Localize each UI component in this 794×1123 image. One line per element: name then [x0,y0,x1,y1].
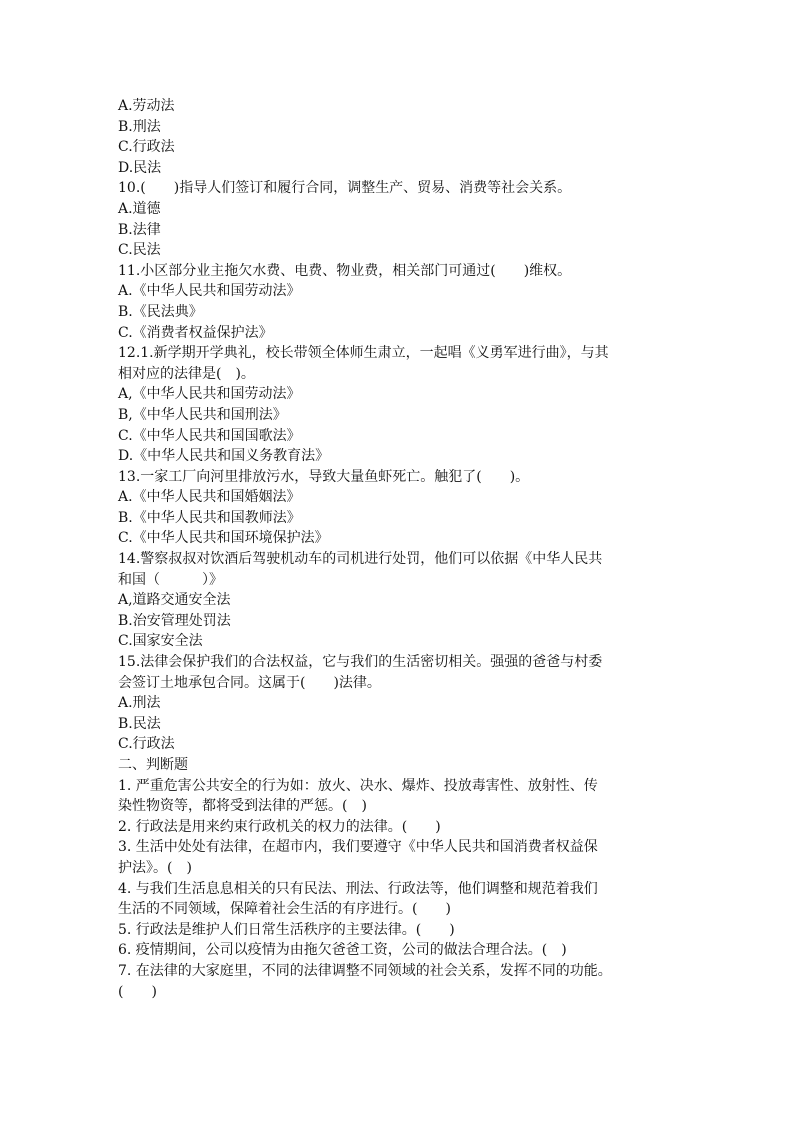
tf-question-4-line-1: 4. 与我们生活息息相关的只有民法、刑法、行政法等，他们调整和规范着我们 [118,880,598,897]
tf-question-4-line-2: 生活的不同领域，保障着社会生活的有序进行。( ) [118,901,451,918]
q10-option-b: B.法律 [118,221,161,238]
tf-question-1-line-2: 染性物资等，都将受到法律的严惩。( ) [118,798,367,815]
q13-option-a: A.《中华人民共和国婚姻法》 [118,489,301,506]
q11-option-a: A.《中华人民共和国劳动法》 [118,283,301,300]
q14-option-c: C.国家安全法 [118,633,203,650]
q12-option-a: A,《中华人民共和国劳动法》 [118,386,301,403]
section-heading-true-false: 二、判断题 [118,757,188,773]
q15-option-c: C.行政法 [118,736,175,753]
q14-option-b: B.治安管理处罚法 [118,612,231,629]
question-12-line-2: 相对应的法律是( )。 [118,365,255,382]
question-11: 11.小区部分业主拖欠水费、电费、物业费，相关部门可通过( )维权。 [118,262,572,279]
option-a-labor-law: A.劳动法 [118,98,175,114]
q15-option-b: B.民法 [118,715,161,732]
question-15-line-2: 会签订土地承包合同。这属于( )法律。 [118,674,381,691]
tf-question-7-line-1: 7. 在法律的大家庭里，不同的法律调整不同领域的社会关系，发挥不同的功能。 [118,962,612,979]
q13-option-b: B.《中华人民共和国教师法》 [118,509,301,526]
question-13: 13.一家工厂向河里排放污水，导致大量鱼虾死亡。触犯了( )。 [118,468,530,485]
q13-option-c: C.《中华人民共和国环境保护法》 [118,530,329,547]
question-10: 10.( )指导人们签订和履行合同，调整生产、贸易、消费等社会关系。 [118,180,572,197]
q14-option-a: A,道路交通安全法 [118,592,231,609]
q15-option-a: A.刑法 [118,695,161,712]
tf-question-3-line-1: 3. 生活中处处有法律，在超市内，我们要遵守《中华人民共和国消费者权益保 [118,839,598,856]
q11-option-b: B.《民法典》 [118,303,203,320]
q10-option-a: A.道德 [118,200,161,217]
q12-option-c: C.《中华人民共和国国歌法》 [118,427,301,444]
tf-question-5: 5. 行政法是维护人们日常生活秩序的主要法律。( ) [118,921,455,938]
tf-question-2: 2. 行政法是用来约束行政机关的权力的法律。( ) [118,818,441,835]
document-page [118,96,678,1002]
q12-option-b: B,《中华人民共和国刑法》 [118,406,287,423]
question-15-line-1: 15.法律会保护我们的合法权益，它与我们的生活密切相关。强强的爸爸与村委 [118,654,603,671]
tf-question-6: 6. 疫情期间，公司以疫情为由拖欠爸爸工资，公司的做法合理合法。( ) [118,942,567,959]
q10-option-c: C.民法 [118,242,161,259]
option-d-civil-law: D.民法 [118,159,162,176]
q12-option-d: D.《中华人民共和国义务教育法》 [118,448,330,465]
question-12-line-1: 12.1.新学期开学典礼，校长带领全体师生肃立，一起唱《义勇军进行曲》，与其 [118,345,609,362]
tf-question-7-line-2: ( ) [118,983,157,1000]
question-14-line-1: 14.警察叔叔对饮酒后驾驶机动车的司机进行处罚，他们可以依据《中华人民共 [118,551,603,568]
tf-question-3-line-2: 护法》。( ) [118,859,192,876]
tf-question-1-line-1: 1. 严重危害公共安全的行为如：放火、决水、爆炸、投放毒害性、放射性、传 [118,777,598,794]
q11-option-c: C.《消费者权益保护法》 [118,324,273,341]
option-c-administrative-law: C.行政法 [118,139,175,156]
option-b-criminal-law: B.刑法 [118,118,161,135]
question-14-line-2: 和国（ ）》 [118,571,223,588]
